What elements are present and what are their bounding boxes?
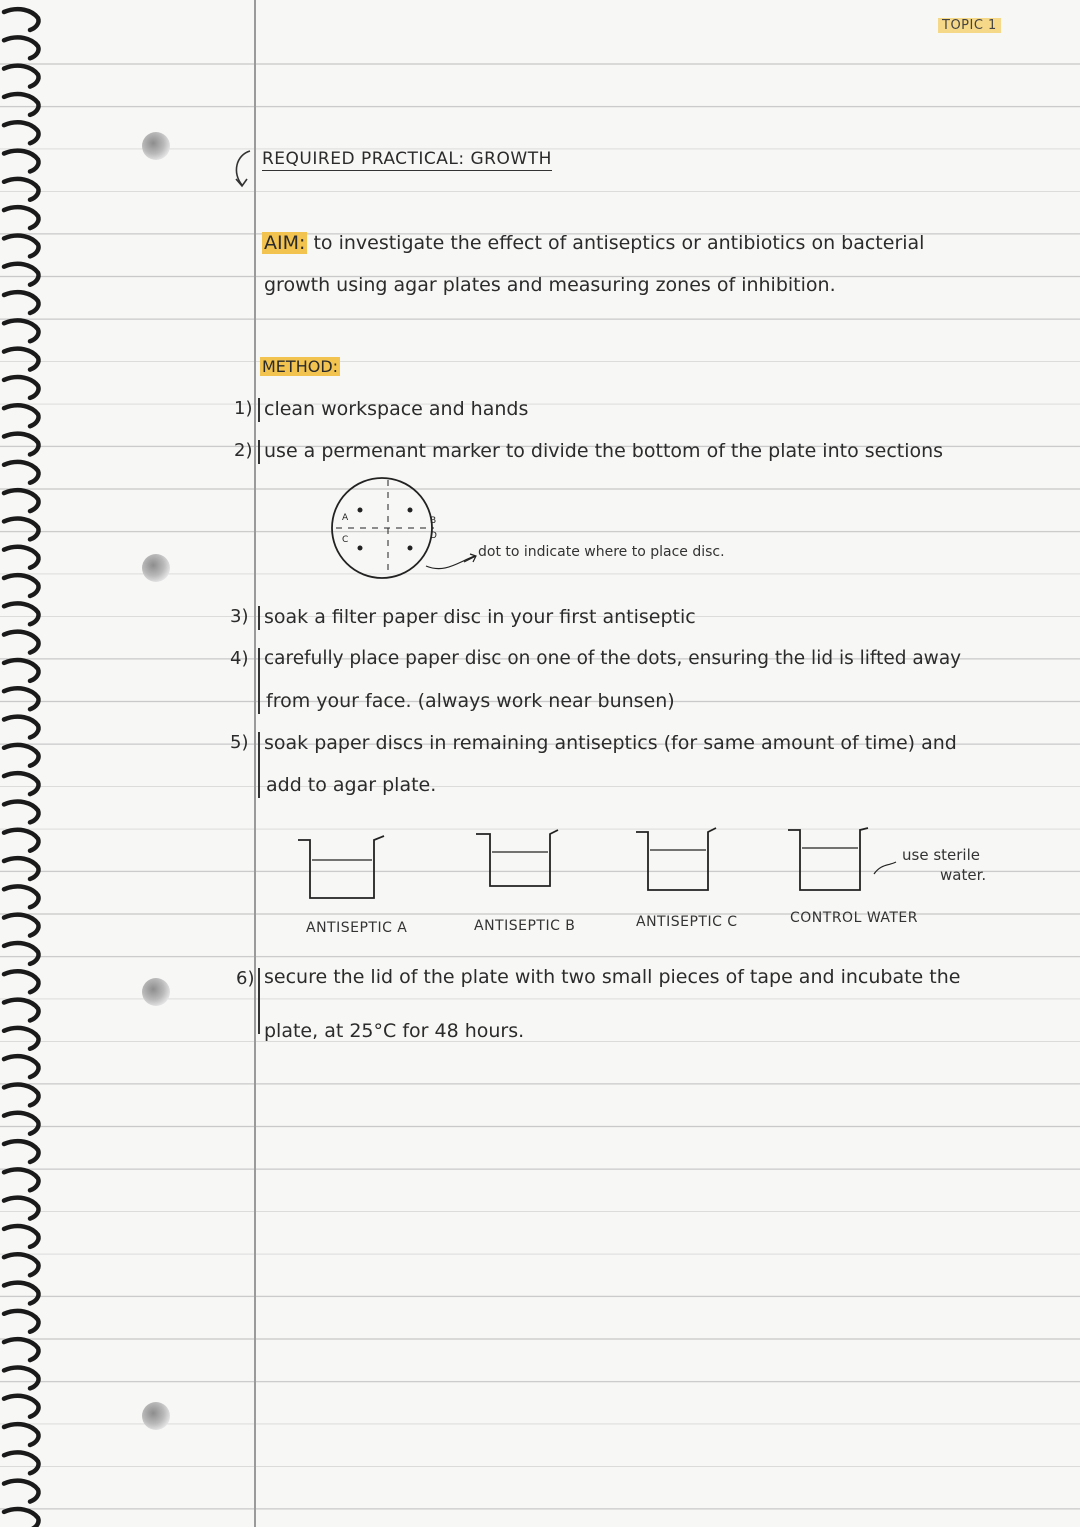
step-2-text: use a permenant marker to divide the bottom of the plate into sections — [264, 440, 944, 462]
spiral-coil — [4, 547, 39, 568]
spiral-coil — [4, 717, 39, 738]
plate-section-label: C — [342, 535, 349, 545]
spiral-coil — [4, 1424, 39, 1445]
spiral-coil — [4, 971, 39, 992]
spiral-coil — [4, 1226, 39, 1247]
spiral-coil — [4, 1339, 39, 1360]
spiral-coil — [4, 1311, 39, 1332]
spiral-coil — [4, 94, 39, 115]
agar-plate-diagram — [330, 470, 490, 590]
margin-line — [254, 0, 256, 1527]
spiral-coil — [4, 320, 39, 341]
sterile-water-note-1: use sterile — [902, 846, 980, 864]
spiral-coil — [4, 660, 39, 681]
spiral-coil — [4, 519, 39, 540]
step-6-text-1: secure the lid of the plate with two small pieces of tape and incubate the — [264, 966, 961, 988]
step-bracket — [258, 398, 260, 422]
plate-section-label: B — [430, 516, 437, 526]
step-4-text-1: carefully place paper disc on one of the dots, ensuring the lid is lifted away — [264, 648, 962, 669]
spiral-coil — [4, 377, 39, 398]
spiral-coil — [4, 1056, 39, 1077]
spiral-binding — [0, 0, 60, 1527]
beaker-label: ANTISEPTIC A — [306, 920, 408, 936]
beaker-label: ANTISEPTIC B — [474, 918, 576, 934]
spiral-coil — [4, 943, 39, 964]
punch-hole — [142, 554, 170, 582]
curved-arrow-icon — [228, 145, 258, 195]
spiral-coil — [4, 1254, 39, 1275]
page-title: REQUIRED PRACTICAL: GROWTH — [262, 149, 552, 169]
spiral-coil — [4, 1509, 39, 1527]
punch-hole — [142, 132, 170, 160]
spiral-coil — [4, 688, 39, 709]
spiral-coil — [4, 236, 39, 257]
spiral-coil — [4, 1481, 39, 1502]
spiral-coil — [4, 1198, 39, 1219]
spiral-coil — [4, 405, 39, 426]
step-bracket — [258, 440, 260, 464]
spiral-coil — [4, 575, 39, 596]
step-number: 6) — [236, 968, 255, 989]
spiral-coil — [4, 603, 39, 624]
step-bracket — [258, 732, 260, 798]
spiral-coil — [4, 1113, 39, 1134]
spiral-coil — [4, 1000, 39, 1021]
aim-label: AIM: — [264, 232, 306, 254]
spiral-coil — [4, 1028, 39, 1049]
spiral-coil — [4, 9, 39, 30]
spiral-coil — [4, 66, 39, 87]
aim-text-1: to investigate the effect of antiseptics or antibiotics on bacterial — [313, 232, 925, 254]
spiral-coil — [4, 773, 39, 794]
spiral-coil — [4, 490, 39, 511]
punch-hole — [142, 1402, 170, 1430]
spiral-coil — [4, 37, 39, 58]
step-1-text: clean workspace and hands — [264, 398, 529, 420]
spiral-coil — [4, 264, 39, 285]
aim-line-1 — [262, 230, 924, 256]
aim-line-2: growth using agar plates and measuring zones of inhibition. — [264, 274, 836, 296]
method-heading — [260, 354, 340, 380]
beakers-diagram — [296, 826, 936, 906]
spiral-coil — [4, 830, 39, 851]
spiral-coil — [4, 292, 39, 313]
spiral-coil — [4, 462, 39, 483]
spiral-coil — [4, 151, 39, 172]
step-6-text-2: plate, at 25°C for 48 hours. — [264, 1020, 525, 1042]
spiral-coil — [4, 632, 39, 653]
spiral-coil — [4, 1141, 39, 1162]
plate-section-label: D — [430, 531, 437, 541]
spiral-coil — [4, 802, 39, 823]
beaker-label: ANTISEPTIC C — [636, 914, 738, 930]
step-3-text: soak a filter paper disc in your first antiseptic — [264, 606, 696, 628]
spiral-coil — [4, 1396, 39, 1417]
spiral-coil — [4, 886, 39, 907]
step-bracket — [258, 648, 260, 714]
plate-caption: dot to indicate where to place disc. — [478, 544, 725, 560]
spiral-coil — [4, 858, 39, 879]
spiral-coil — [4, 349, 39, 370]
step-number: 2) — [234, 440, 253, 461]
punch-hole — [142, 978, 170, 1006]
plate-section-label: A — [342, 513, 349, 523]
spiral-coil — [4, 122, 39, 143]
spiral-coil — [4, 1452, 39, 1473]
spiral-coil — [4, 1169, 39, 1190]
step-number: 4) — [230, 648, 249, 669]
spiral-coil — [4, 207, 39, 228]
step-bracket — [258, 606, 260, 630]
step-5-text-1: soak paper discs in remaining antiseptics (for same amount of time) and — [264, 732, 957, 754]
spiral-coil — [4, 1368, 39, 1389]
beaker-label: CONTROL WATER — [790, 910, 919, 926]
step-number: 5) — [230, 732, 249, 753]
spiral-coil — [4, 179, 39, 200]
spiral-coil — [4, 915, 39, 936]
step-number: 3) — [230, 606, 249, 627]
spiral-coil — [4, 745, 39, 766]
step-5-text-2: add to agar plate. — [266, 774, 437, 796]
spiral-coil — [4, 434, 39, 455]
method-label: METHOD: — [262, 357, 339, 376]
sterile-water-note-2: water. — [940, 866, 987, 884]
step-bracket — [258, 968, 260, 1034]
step-4-text-2: from your face. (always work near bunsen) — [266, 690, 675, 712]
step-number: 1) — [234, 398, 253, 419]
topic-tag: TOPIC 1 — [938, 18, 1001, 33]
spiral-coil — [4, 1085, 39, 1106]
spiral-coil — [4, 1283, 39, 1304]
